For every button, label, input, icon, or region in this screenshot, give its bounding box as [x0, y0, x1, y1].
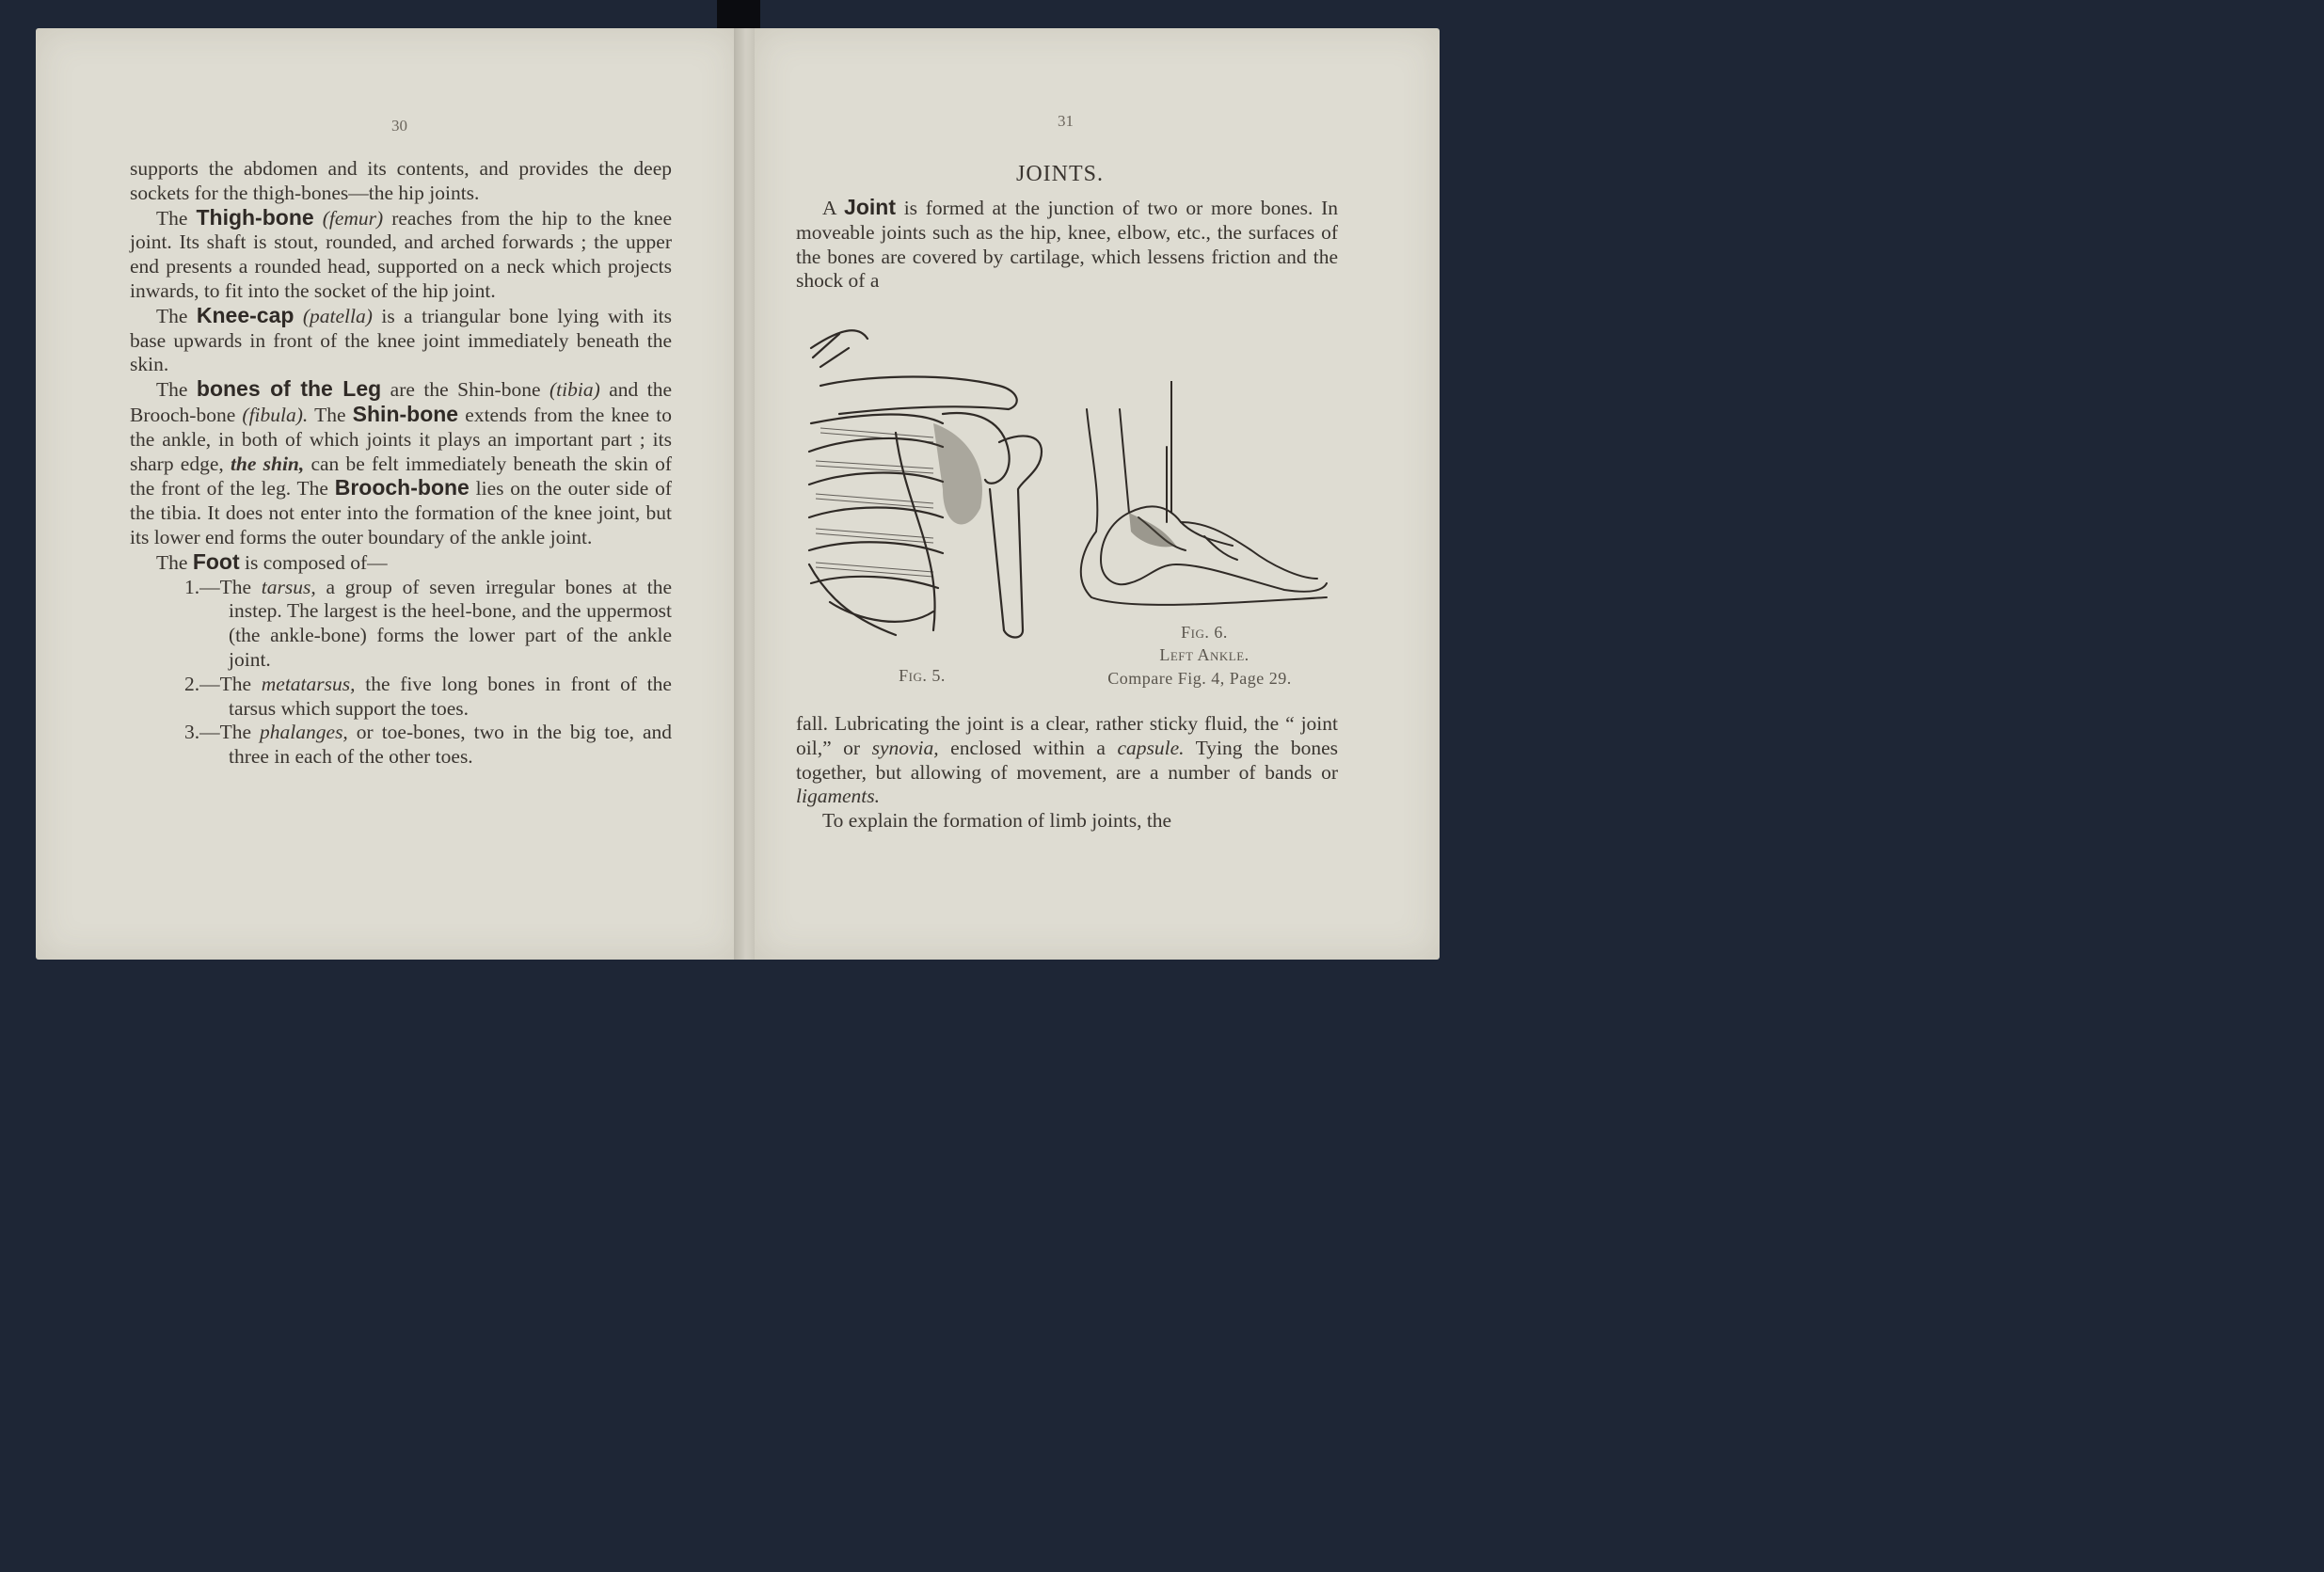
term-shin-bone: Shin-bone: [352, 401, 459, 426]
figure-6-compare-note: Compare Fig. 4, Page 29.: [1107, 669, 1292, 688]
text-run: reaches from the hip to the knee joint. Its shaft is stout, rounded, and arched forwards ; the upper end presents a rounded head, supported on a neck which projects inwards, to fit into the socket of the hip joint.: [130, 206, 672, 302]
term-bones-of-leg: bones of the Leg: [196, 376, 382, 402]
text-run: —The: [199, 672, 262, 695]
list-number: 2.: [184, 672, 200, 695]
list-number: 3.: [184, 721, 200, 744]
latin-term: metatarsus,: [261, 672, 356, 695]
paragraph-joint-definition: [796, 196, 1338, 294]
text-run: fall. Lubricating the joint is a clear, rather sticky fluid, the “ joint oil,” or: [796, 712, 1338, 759]
text-run: extends from the knee to the ankle, in both of which joints it plays an important part ; its sharp edge,: [130, 403, 672, 475]
term-capsule: capsule.: [1117, 736, 1185, 759]
text-run: —The: [199, 721, 261, 744]
text-run: The: [156, 378, 197, 402]
paragraph-pelvis: supports the abdomen and its contents, and provides the deep sockets for the thigh-bones—the hip joints.: [130, 157, 672, 204]
term-knee-cap: Knee-cap: [196, 302, 294, 327]
text-run: —The: [199, 575, 262, 598]
latin-term: (femur): [322, 206, 384, 230]
text-run: The: [156, 304, 197, 327]
figure-5-shoulder-illustration: [802, 320, 1056, 649]
paragraph-limb-joints: To explain the formation of limb joints, the: [822, 809, 1172, 833]
text-run: the five long bones in front of the tarsus which support the toes.: [229, 672, 672, 720]
text-run: are the Shin-bone: [381, 378, 549, 402]
text-run: is formed at the junction of two or more bones. In moveable joints such as the hip, knee, elbow, etc., the surfaces of the bones are covered by cartilage, which lessens friction and the shock of a: [796, 197, 1338, 293]
figure-5-caption: [884, 666, 960, 686]
figure-6-caption: [1091, 623, 1317, 643]
paragraph-foot: [130, 550, 672, 576]
latin-term: (patella): [302, 304, 373, 327]
list-item: [130, 673, 672, 722]
text-run: A: [822, 197, 845, 219]
paragraph-knee-cap: [130, 304, 672, 377]
text-run: The: [156, 550, 193, 574]
term-joint: Joint: [844, 195, 896, 219]
latin-term: phalanges,: [260, 721, 348, 744]
text-run: and the Brooch-bone: [130, 378, 673, 426]
paragraph-leg-bones: [130, 377, 672, 550]
latin-term: synovia,: [871, 736, 939, 759]
joints-continued-text: [796, 712, 1338, 834]
right-page-number: 31: [1058, 112, 1074, 130]
term-brooch-bone: Brooch-bone: [334, 475, 470, 500]
latin-term: (fibula).: [242, 403, 309, 426]
text-run: Tying the bones together, but allowing of movement, are a number of bands or: [796, 736, 1338, 784]
caption-text: Fig. 5.: [899, 666, 946, 685]
list-item: [130, 576, 672, 673]
left-page-text: [130, 157, 672, 770]
text-run: is a triangular bone lying with its base upwards in front of the knee joint immediately beneath the skin.: [130, 304, 672, 376]
term-thigh-bone: Thigh-bone: [196, 204, 314, 230]
text-run: can be felt immediately beneath the skin of the front of the leg. The: [130, 452, 672, 500]
text-run: The: [308, 403, 353, 426]
text-run: or toe-bones, two in the big toe, and three in each of the other toes.: [229, 721, 672, 769]
figure-6-title: [1091, 645, 1317, 665]
term-ligaments: ligaments.: [796, 785, 880, 808]
figure-6-ankle-illustration: [1073, 381, 1331, 630]
paragraph-synovia: [796, 712, 1338, 809]
text-run: is composed of—: [239, 550, 388, 574]
caption-text: Fig. 6.: [1181, 623, 1228, 642]
paragraph-thigh-bone: [130, 206, 672, 304]
left-page-number: 30: [391, 117, 407, 135]
latin-term: tarsus,: [261, 575, 316, 598]
text-run: enclosed within a: [938, 736, 1118, 759]
term-the-shin: the shin,: [230, 452, 305, 475]
list-number: 1.: [184, 575, 200, 598]
caption-text: Left Ankle.: [1159, 645, 1250, 664]
text-run: lies on the outer side of the tibia. It does not enter into the formation of the knee joint, but its lower end forms the outer boundary of the ankle joint.: [130, 477, 672, 548]
section-heading-joints: JOINTS.: [1016, 162, 1105, 186]
latin-term: (tibia): [549, 378, 600, 402]
list-item: [130, 721, 672, 770]
term-foot: Foot: [192, 548, 240, 574]
text-run: a group of seven irregular bones at the instep. The largest is the heel-bone, and the uppermost (the ankle-bone) forms the lower part of the ankle joint.: [229, 575, 672, 671]
joints-intro-text: [796, 196, 1338, 294]
text-run: The: [156, 206, 197, 230]
